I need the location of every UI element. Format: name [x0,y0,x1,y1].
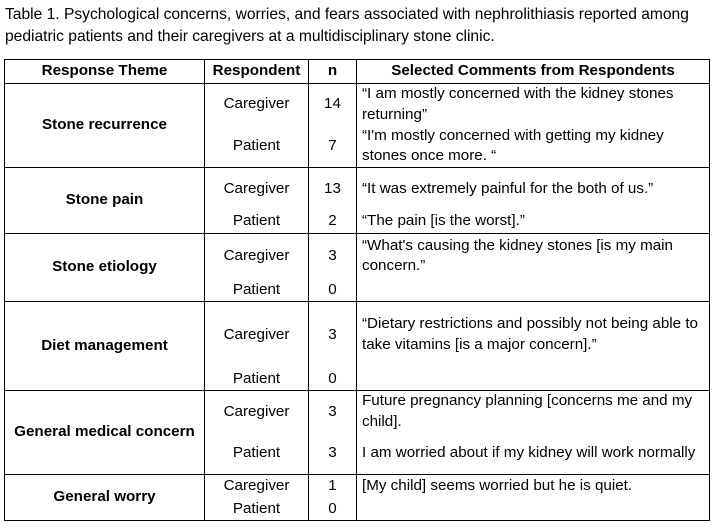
theme-cell: Stone recurrence [5,84,205,168]
comment-cell: Future pregnancy planning [concerns me and my child]. [357,391,710,433]
comment-cell: “Dietary restrictions and possibly not being able to take vitamins [is a major concern].” [357,302,710,368]
table-row [5,168,710,210]
n-cell: 13 [309,168,357,210]
table-row [5,475,710,498]
header-comments: Selected Comments from Respondents [357,60,710,84]
header-n: n [309,60,357,84]
n-cell: 3 [309,433,357,475]
n-cell: 1 [309,475,357,498]
comment-cell: “The pain [is the worst].” [357,210,710,234]
table-caption [5,4,713,48]
table-row [5,84,710,126]
respondent-cell: Caregiver [205,391,309,433]
theme-cell: General medical concern [5,391,205,475]
n-cell: 0 [309,498,357,521]
comment-cell: I am worried about if my kidney will work normally [357,433,710,475]
header-theme: Response Theme [5,60,205,84]
respondent-cell: Caregiver [205,234,309,279]
n-cell: 14 [309,84,357,126]
n-cell: 3 [309,302,357,368]
comment-cell: “I am mostly concerned with the kidney stones returning” [357,84,710,126]
n-cell: 3 [309,234,357,279]
respondent-cell: Patient [205,433,309,475]
concerns-table [4,59,710,521]
n-cell: 3 [309,391,357,433]
n-cell: 7 [309,126,357,168]
table-row [5,391,710,433]
comment-cell: “What's causing the kidney stones [is my main concern.” [357,234,710,279]
header-respondent: Respondent [205,60,309,84]
table-row [5,302,710,368]
n-cell: 2 [309,210,357,234]
theme-cell: Stone etiology [5,234,205,302]
comment-cell [357,279,710,302]
comment-cell: [My child] seems worried but he is quiet. [357,475,710,498]
respondent-cell: Caregiver [205,84,309,126]
comment-cell: “It was extremely painful for the both of us.” [357,168,710,210]
theme-cell: Stone pain [5,168,205,234]
comment-cell: “I'm mostly concerned with getting my kidney stones once more. “ [357,126,710,168]
respondent-cell: Patient [205,126,309,168]
theme-cell: General worry [5,475,205,521]
respondent-cell: Patient [205,498,309,521]
header-row [5,60,710,84]
comment-cell [357,498,710,521]
respondent-cell: Patient [205,368,309,391]
caption-line-2: pediatric patients and their caregivers at a multidisciplinary stone clinic. [5,28,495,45]
respondent-cell: Caregiver [205,168,309,210]
n-cell: 0 [309,368,357,391]
respondent-cell: Caregiver [205,302,309,368]
caption-line-1: Table 1. Psychological concerns, worries, and fears associated with nephrolithiasis reported among [5,6,689,23]
comment-cell [357,368,710,391]
respondent-cell: Patient [205,279,309,302]
table-row [5,234,710,279]
theme-cell: Diet management [5,302,205,391]
n-cell: 0 [309,279,357,302]
respondent-cell: Caregiver [205,475,309,498]
respondent-cell: Patient [205,210,309,234]
